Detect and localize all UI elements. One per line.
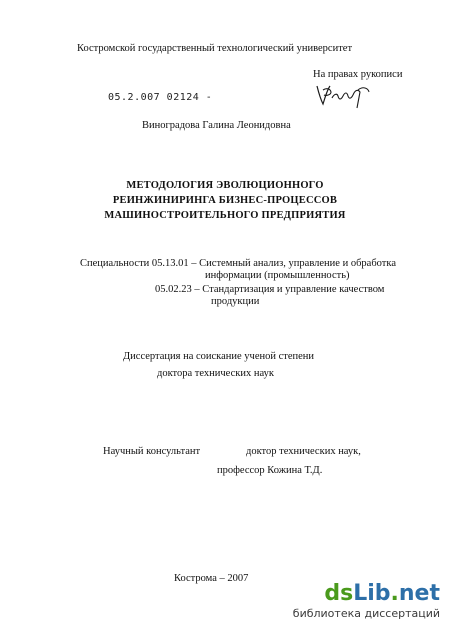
university-name: Костромской государственный технологический университет <box>77 43 353 54</box>
logo-lib: Lib <box>353 581 391 606</box>
dslib-subtitle: библиотека диссертаций <box>292 607 440 620</box>
consultant-degree: доктор технических наук, <box>246 446 361 457</box>
title-line-1: МЕТОДОЛОГИЯ ЭВОЛЮЦИОННОГО <box>126 180 324 191</box>
archive-stamp-number: 05.2.007 02124 - <box>108 92 213 103</box>
consultant-label: Научный консультант <box>103 446 201 457</box>
manuscript-rights-label: На правах рукописи <box>313 69 403 80</box>
title-line-3: МАШИНОСТРОИТЕЛЬНОГО ПРЕДПРИЯТИЯ <box>104 210 346 221</box>
specialty-line-1: Специальности 05.13.01 – Системный анализ, управление и обработка <box>80 258 396 269</box>
signature-icon <box>313 80 373 110</box>
dslib-logo <box>324 582 440 606</box>
logo-ds: ds <box>324 581 354 606</box>
logo-dot: . <box>390 581 399 606</box>
dslib-watermark[interactable] <box>292 581 448 626</box>
logo-net: net <box>398 581 440 606</box>
dissertation-title <box>0 178 450 223</box>
author-name: Виноградова Галина Леонидовна <box>142 120 291 131</box>
title-line-2: РЕИНЖИНИРИНГА БИЗНЕС-ПРОЦЕССОВ <box>112 195 338 206</box>
specialty-line-1-continued: информации (промышленность) <box>205 270 350 281</box>
place-and-year: Кострома – 2007 <box>174 573 249 584</box>
dissertation-purpose-line-1: Диссертация на соискание ученой степени <box>123 351 315 362</box>
specialty-line-2: 05.02.23 – Стандартизация и управление качеством <box>155 284 385 295</box>
specialty-line-2-continued: продукции <box>211 296 260 307</box>
dissertation-purpose-line-2: доктора технических наук <box>157 368 274 379</box>
consultant-name: профессор Кожина Т.Д. <box>217 465 323 476</box>
